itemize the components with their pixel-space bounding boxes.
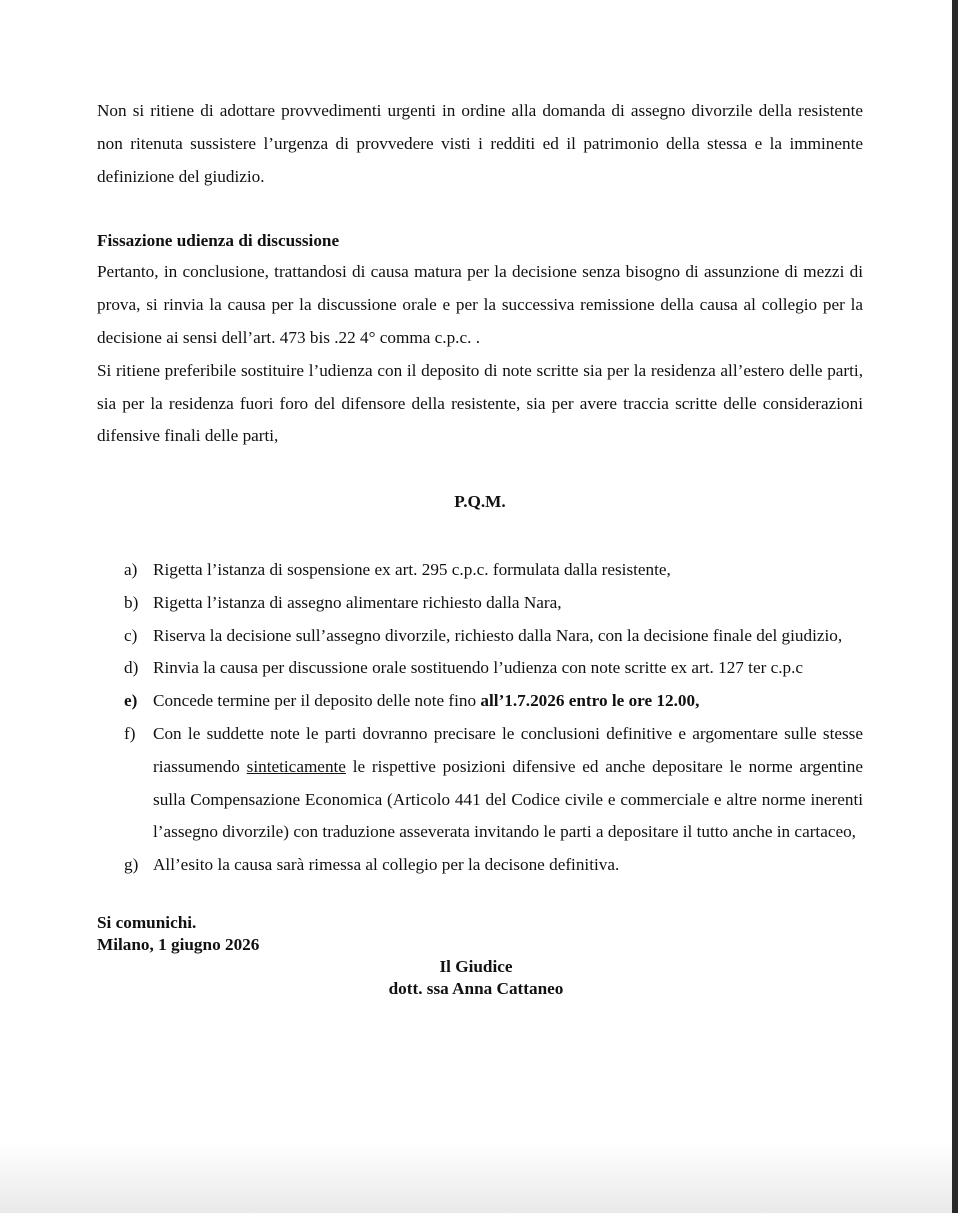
scan-edge <box>952 0 958 1213</box>
list-item-text: Riserva la decisione sull’assegno divorzile, richiesto dalla Nara, con la decisione finale del giudizio, <box>153 625 843 645</box>
list-item <box>97 620 863 653</box>
list-item-label: b) <box>124 592 139 612</box>
underlined-word: sinteticamente <box>246 756 346 776</box>
list-item <box>97 554 863 587</box>
list-item-text-after: le rispettive posizioni difensive ed anche depositare le norme argentine sulla Compensazione Economica (Articolo 441 del Codice civile e commerciale e altre norme inerenti l’assegno divorzile) con traduzione asseverata invitando le parti a depositare il tutto anche in cartaceo, <box>153 756 863 842</box>
list-item-label: c) <box>124 625 138 645</box>
paragraph-urgent-measures: Non si ritiene di adottare provvedimenti urgenti in ordine alla domanda di assegno divorzile della resistente non ritenuta sussistere l’urgenza di provvedere visti i redditi ed il patrimonio della stessa e la imminente definizione del giudizio. <box>97 101 863 186</box>
list-item-text: Rinvia la causa per discussione orale sostituendo l’udienza con note scritte ex art. 127 ter c.p.c <box>153 658 804 678</box>
list-item <box>97 718 863 849</box>
page-shadow <box>0 1143 952 1213</box>
list-item-text: Rigetta l’istanza di assegno alimentare richiesto dalla Nara, <box>153 592 562 612</box>
paragraph-conclusion: Pertanto, in conclusione, trattandosi di causa matura per la decisione senza bisogno di assunzione di mezzi di prova, si rinvia la causa per la discussione orale e per la successiva remissione della causa al collegio per la decisione ai sensi dell’art. 473 bis .22 4° comma c.p.c. . <box>97 262 863 347</box>
decision-list <box>97 554 863 882</box>
document-page <box>97 95 863 1000</box>
list-item <box>97 849 863 882</box>
list-item-text: Rigetta l’istanza di sospensione ex art. 295 c.p.c. formulata dalla resistente, <box>153 559 671 579</box>
communication-line: Si comunichi. <box>97 912 197 932</box>
list-item <box>97 587 863 620</box>
pqm-heading: P.Q.M. <box>454 492 506 512</box>
list-item-label: a) <box>124 559 138 579</box>
judge-name: dott. ssa Anna Cattaneo <box>388 978 564 998</box>
judge-title: Il Giudice <box>439 956 513 976</box>
list-item-label: e) <box>124 691 138 711</box>
list-item-label: g) <box>124 855 139 875</box>
list-item-label: f) <box>124 723 136 743</box>
list-item-text: Con le suddette note le parti dovranno precisare le conclusioni definitive e argomentare sulle stesse riassumendo <box>153 723 863 776</box>
list-item <box>97 685 863 718</box>
list-item-label: d) <box>124 658 139 678</box>
paragraph-written-notes: Si ritiene preferibile sostituire l’udienza con il deposito di note scritte sia per la residenza all’estero delle parti, sia per la residenza fuori foro del difensore della resistente, sia per avere traccia scritte delle considerazioni difensive finali delle parti, <box>97 360 863 446</box>
place-date-line: Milano, 1 giugno 2026 <box>97 934 260 954</box>
deadline-text: all’1.7.2026 entro le ore 12.00, <box>480 691 700 711</box>
list-item-text: All’esito la causa sarà rimessa al collegio per la decisone definitiva. <box>153 855 620 875</box>
closing-block <box>97 912 863 956</box>
signature-block <box>97 956 863 1000</box>
list-item-text: Concede termine per il deposito delle note fino <box>153 691 481 711</box>
section-heading: Fissazione udienza di discussione <box>97 231 340 251</box>
list-item <box>97 652 863 685</box>
